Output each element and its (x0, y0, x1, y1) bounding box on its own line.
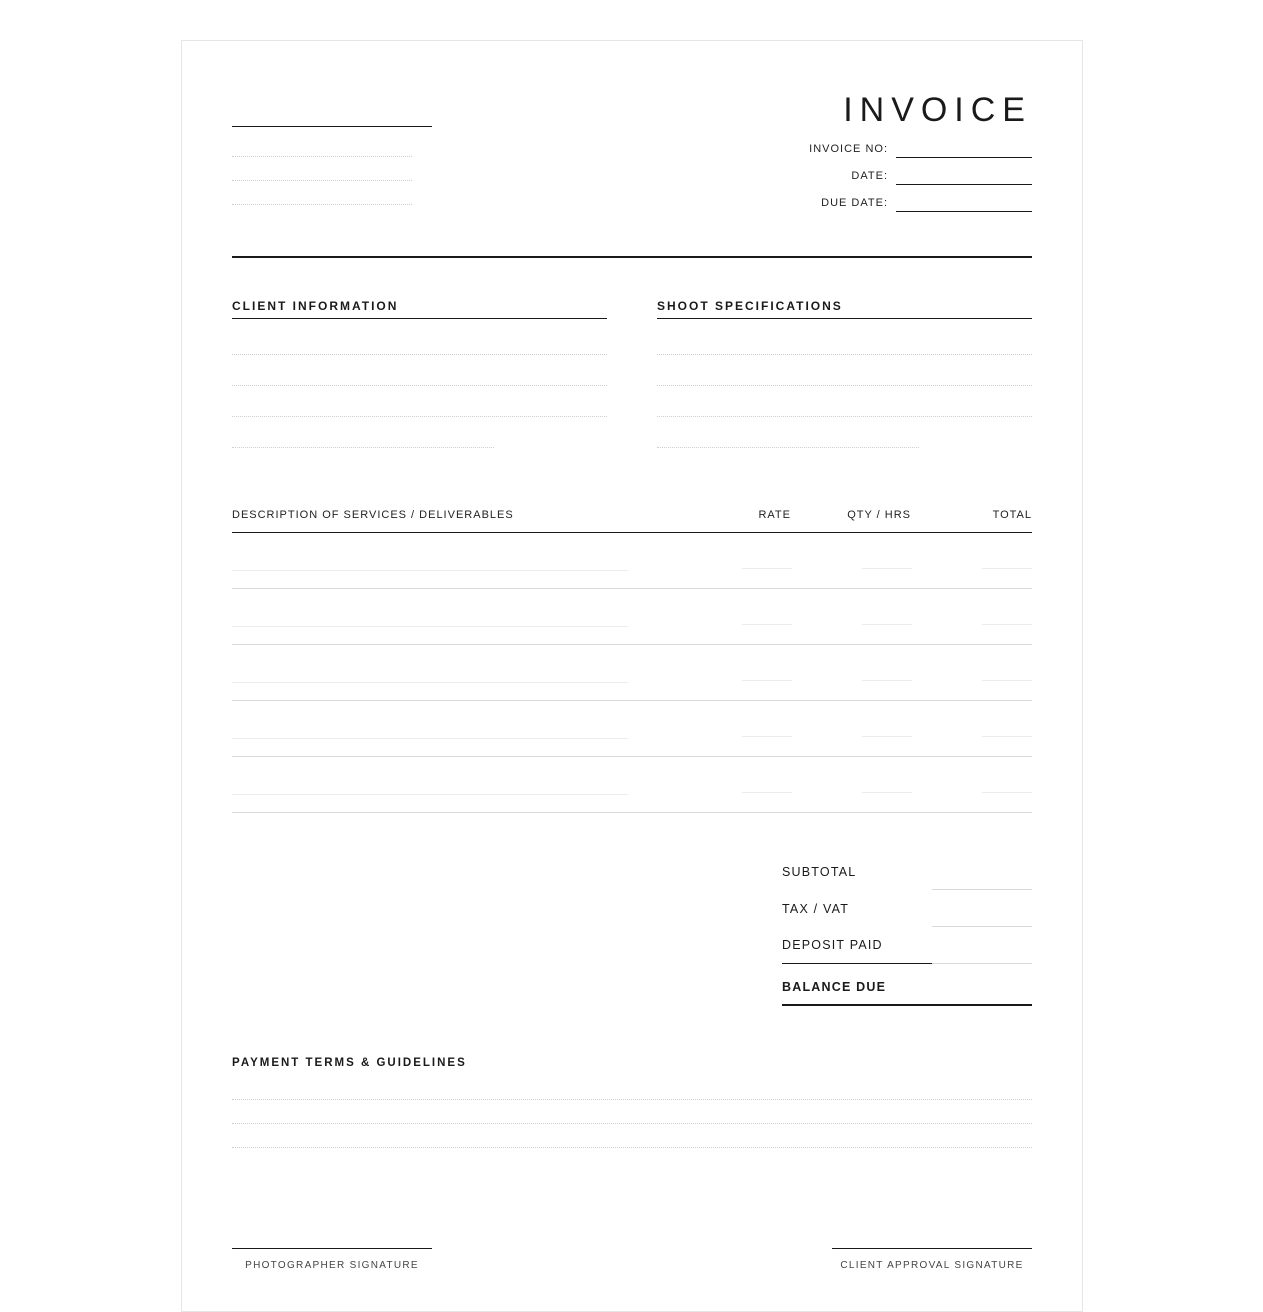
tax-label: TAX / VAT (782, 902, 850, 916)
shoot-spec-line-2[interactable] (657, 385, 1032, 386)
payment-terms-line-2[interactable] (232, 1123, 1032, 1124)
photographer-signature-label: PHOTOGRAPHER SIGNATURE (245, 1260, 419, 1271)
balance-due-label: BALANCE DUE (782, 980, 887, 994)
date-label: DATE: (851, 170, 888, 182)
due-date-row (792, 195, 1032, 215)
client-information-underline (232, 318, 607, 319)
row-5-qty-field[interactable] (862, 792, 912, 793)
row-2-total-field[interactable] (982, 624, 1032, 625)
shoot-spec-line-3[interactable] (657, 416, 1032, 417)
table-row-divider (232, 700, 1032, 701)
row-4-rate-field[interactable] (742, 736, 792, 737)
row-1-rate-field[interactable] (742, 568, 792, 569)
column-header-rate: RATE (758, 509, 791, 521)
table-header-underline (232, 532, 1032, 533)
client-signature-label: CLIENT APPROVAL SIGNATURE (840, 1260, 1024, 1271)
shoot-specifications-underline (657, 318, 1032, 319)
invoice-page (181, 40, 1083, 1312)
client-info-line-2[interactable] (232, 385, 607, 386)
column-header-qty: QTY / HRS (847, 509, 911, 521)
invoice-number-field[interactable] (896, 157, 1032, 158)
photographer-signature-field[interactable] (232, 1248, 432, 1249)
invoice-title: INVOICE (843, 91, 1032, 129)
row-5-total-field[interactable] (982, 792, 1032, 793)
due-date-label: DUE DATE: (821, 197, 888, 209)
row-2-rate-field[interactable] (742, 624, 792, 625)
date-row (792, 168, 1032, 188)
row-3-rate-field[interactable] (742, 680, 792, 681)
table-row-divider (232, 644, 1032, 645)
row-4-description-field[interactable] (232, 738, 628, 739)
row-4-total-field[interactable] (982, 736, 1032, 737)
row-5-description-field[interactable] (232, 794, 628, 795)
invoice-number-row (792, 141, 1032, 161)
date-field[interactable] (896, 184, 1032, 185)
due-date-field[interactable] (896, 211, 1032, 212)
deposit-field[interactable] (932, 963, 1032, 964)
client-signature-field[interactable] (832, 1248, 1032, 1249)
payment-terms-line-3[interactable] (232, 1147, 1032, 1148)
client-info-line-3[interactable] (232, 416, 607, 417)
business-address-line-3[interactable] (232, 204, 412, 205)
shoot-spec-line-1[interactable] (657, 354, 1032, 355)
business-name-field[interactable] (232, 126, 432, 127)
row-1-description-field[interactable] (232, 570, 628, 571)
table-row-divider (232, 756, 1032, 757)
column-header-total: TOTAL (992, 509, 1032, 521)
shoot-specifications-heading: SHOOT SPECIFICATIONS (657, 299, 843, 313)
row-2-description-field[interactable] (232, 626, 628, 627)
table-row-divider (232, 588, 1032, 589)
table-row-divider (232, 812, 1032, 813)
row-4-qty-field[interactable] (862, 736, 912, 737)
deposit-underline (782, 963, 932, 964)
client-info-line-4[interactable] (232, 447, 494, 448)
payment-terms-line-1[interactable] (232, 1099, 1032, 1100)
client-info-line-1[interactable] (232, 354, 607, 355)
client-information-heading: CLIENT INFORMATION (232, 299, 399, 313)
business-address-line-2[interactable] (232, 180, 412, 181)
subtotal-label: SUBTOTAL (782, 865, 857, 879)
payment-terms-heading: PAYMENT TERMS & GUIDELINES (232, 1057, 467, 1069)
row-5-rate-field[interactable] (742, 792, 792, 793)
row-1-total-field[interactable] (982, 568, 1032, 569)
header-divider (232, 256, 1032, 258)
deposit-label: DEPOSIT PAID (782, 938, 883, 952)
row-2-qty-field[interactable] (862, 624, 912, 625)
balance-due-field[interactable] (782, 1004, 1032, 1006)
row-3-description-field[interactable] (232, 682, 628, 683)
business-address-line-1[interactable] (232, 156, 412, 157)
row-3-total-field[interactable] (982, 680, 1032, 681)
tax-field[interactable] (932, 926, 1032, 927)
invoice-number-label: INVOICE NO: (809, 143, 888, 155)
row-3-qty-field[interactable] (862, 680, 912, 681)
subtotal-field[interactable] (932, 889, 1032, 890)
column-header-description: DESCRIPTION OF SERVICES / DELIVERABLES (232, 509, 514, 521)
shoot-spec-line-4[interactable] (657, 447, 919, 448)
row-1-qty-field[interactable] (862, 568, 912, 569)
